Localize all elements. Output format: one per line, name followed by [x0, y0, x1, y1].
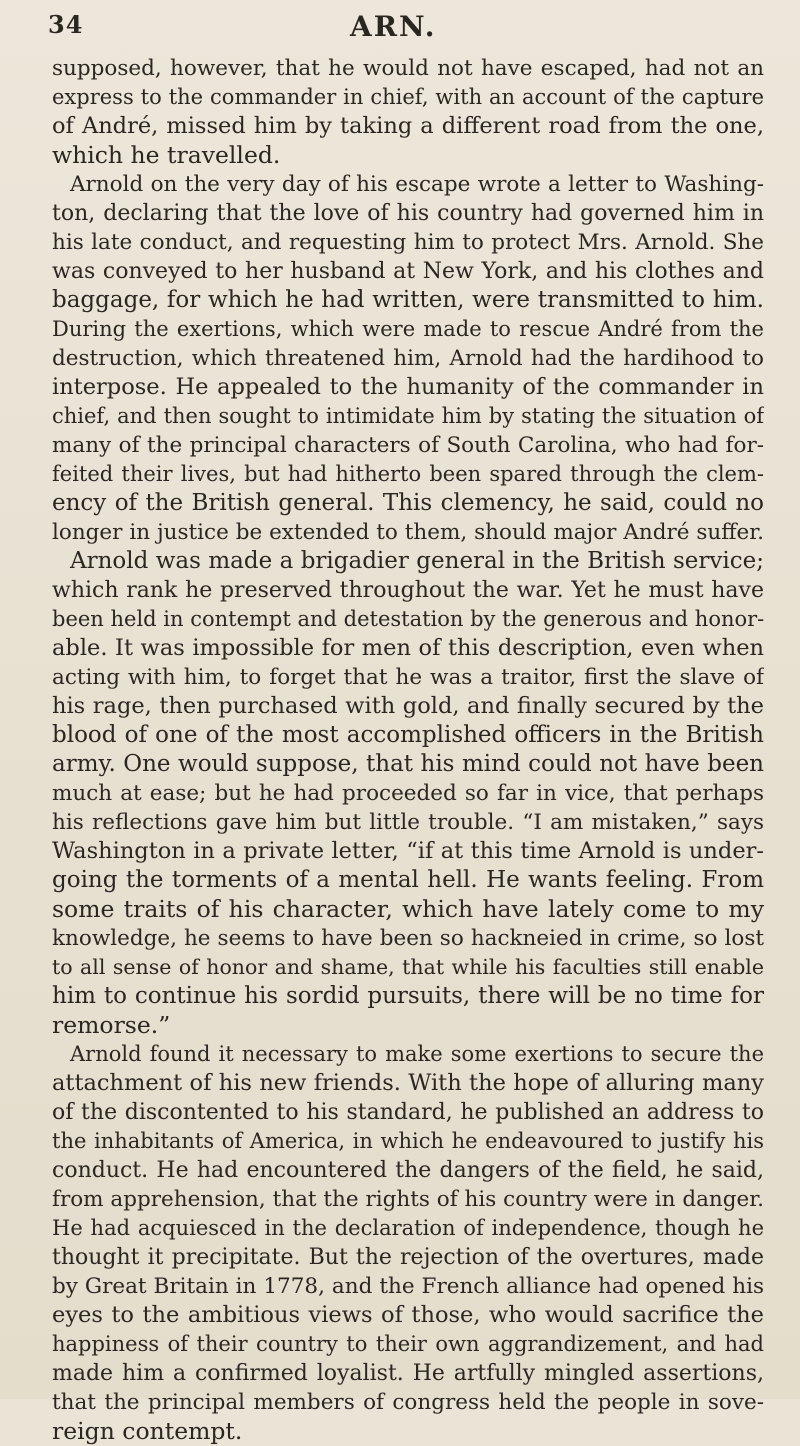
text-line: longer in justice be extended to them, should major André suffer.: [52, 520, 764, 545]
text-line: his rage, then purchased with gold, and finally secured by the: [52, 693, 764, 719]
text-line: of the discontented to his standard, he published an address to: [52, 1100, 764, 1125]
text-line: happiness of their country to their own aggrandizement, and had: [52, 1332, 764, 1356]
page-header: [0, 6, 800, 46]
text-line: ton, declaring that the love of his country had governed him in: [52, 201, 764, 226]
text-line: made him a confirmed loyalist. He artfully mingled assertions,: [52, 1361, 764, 1386]
text-line: him to continue his sordid pursuits, there will be no time for: [52, 983, 764, 1009]
page-number: 34: [48, 10, 84, 39]
text-line: army. One would suppose, that his mind could not have been: [52, 751, 764, 777]
text-line: baggage, for which he had written, were transmitted to him.: [52, 287, 764, 313]
text-line: blood of one of the most accomplished officers in the British: [52, 722, 764, 748]
text-line: interpose. He appealed to the humanity of the commander in: [52, 374, 764, 400]
text-line: by Great Britain in 1778, and the French alliance had opened his: [52, 1274, 764, 1299]
text-line: able. It was impossible for men of this description, even when: [52, 635, 764, 661]
text-line: many of the principal characters of South Carolina, who had for-: [52, 433, 764, 458]
text-line: his late conduct, and requesting him to protect Mrs. Arnold. She: [52, 230, 764, 255]
text-line: thought it precipitate. But the rejection of the overtures, made: [52, 1245, 764, 1270]
text-line: some traits of his character, which have lately come to my: [52, 895, 764, 923]
text-line: He had acquiesced in the declaration of independence, though he: [52, 1216, 764, 1240]
text-line: destruction, which threatened him, Arnold had the hardihood to: [52, 346, 764, 371]
body-text: [52, 54, 764, 1446]
text-line: express to the commander in chief, with an account of the capture: [52, 85, 764, 109]
text-line: Arnold found it necessary to make some exertions to secure the: [70, 1042, 764, 1066]
text-line: eyes to the ambitious views of those, who would sacrifice the: [52, 1302, 764, 1328]
text-line: Arnold on the very day of his escape wrote a letter to Washing-: [70, 172, 764, 197]
text-line: Washington in a private letter, “if at this time Arnold is under-: [52, 838, 764, 864]
text-line: Arnold was made a brigadier general in the British service;: [70, 548, 764, 574]
text-line: that the principal members of congress held the people in sove-: [52, 1390, 764, 1415]
text-line: to all sense of honor and shame, that while his faculties still enable: [52, 955, 764, 979]
text-line: of André, missed him by taking a different road from the one,: [52, 113, 764, 139]
text-line: attachment of his new friends. With the hope of alluring many: [52, 1070, 764, 1096]
text-line: his reflections gave him but little trouble. “I am mistaken,” says: [52, 810, 764, 835]
text-line: During the exertions, which were made to rescue André from the: [52, 317, 764, 341]
text-line: was conveyed to her husband at New York, and his clothes and: [52, 259, 764, 284]
running-head: ARN.: [350, 10, 437, 43]
text-line: reign contempt.: [52, 1417, 243, 1445]
text-line: remorse.”: [52, 1011, 171, 1039]
text-line: going the torments of a mental hell. He wants feeling. From: [52, 867, 764, 893]
text-line: chief, and then sought to intimidate him by stating the situation of: [52, 404, 764, 428]
text-line: which he travelled.: [52, 141, 281, 169]
text-line: knowledge, he seems to have been so hackneied in crime, so lost: [52, 926, 764, 951]
text-line: from apprehension, that the rights of his country were in danger.: [52, 1187, 764, 1212]
text-line: feited their lives, but had hitherto been spared through the clem-: [52, 462, 764, 486]
text-line: supposed, however, that he would not have escaped, had not an: [52, 56, 764, 81]
text-line: much at ease; but he had proceeded so far in vice, that perhaps: [52, 781, 764, 806]
text-line: been held in contempt and detestation by the generous and honor-: [52, 607, 764, 631]
text-line: acting with him, to forget that he was a traitor, first the slave of: [52, 665, 764, 690]
text-line: ency of the British general. This clemency, he said, could no: [52, 490, 764, 516]
text-line: conduct. He had encountered the dangers of the field, he said,: [52, 1158, 764, 1183]
text-line: which rank he preserved throughout the war. Yet he must have: [52, 578, 764, 603]
text-line: the inhabitants of America, in which he endeavoured to justify his: [52, 1129, 764, 1153]
